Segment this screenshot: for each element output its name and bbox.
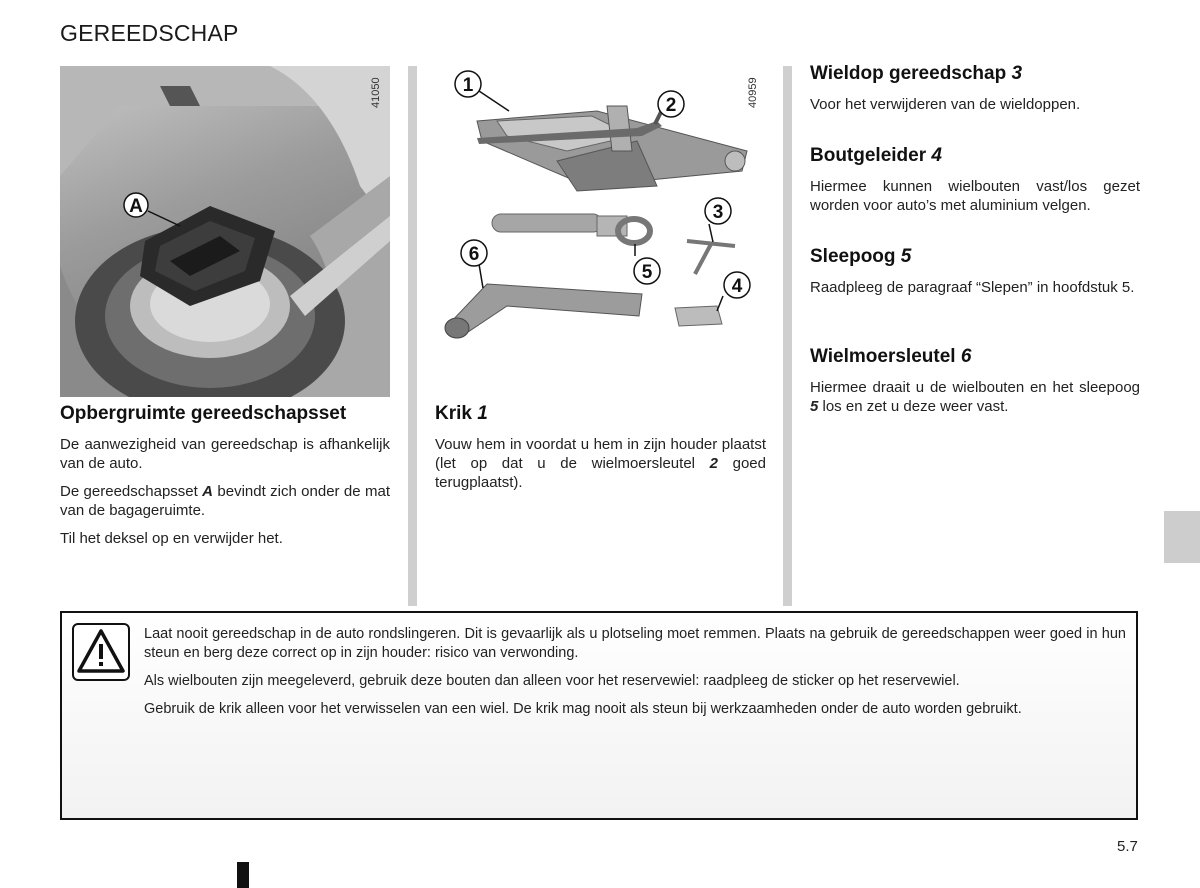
trunk-photo xyxy=(60,66,390,397)
trunk-photo-drawing xyxy=(60,66,390,397)
paragraph: De gereedschapsset A bevindt zich onder de mat van de bagageruimte. xyxy=(60,483,390,519)
paragraph: Raadpleeg de paragraaf “Slepen” in hoofdstuk 5. xyxy=(810,279,1135,296)
callout-4: 4 xyxy=(731,276,743,297)
section-krik xyxy=(435,403,766,501)
section-title: Sleepoog 5 xyxy=(810,246,912,267)
paragraph: Hiermee draait u de wielbouten en het sleepoog 5 los en zet u deze weer vast. xyxy=(810,379,1140,415)
warning-paragraph: Laat nooit gereedschap in de auto rondslingeren. Dit is gevaarlijk als u plotseling moet remmen. Plaats na gebruik de gereedschappen weer goed in hun steun en berg deze correct op in zijn houder: risico van verwonding. xyxy=(144,626,1126,661)
paragraph: Voor het verwijderen van de wieldoppen. xyxy=(810,96,1081,113)
section-wielmoersleutel xyxy=(810,346,1140,425)
figure-code: 40959 xyxy=(747,77,759,108)
reference-5: 5 xyxy=(810,398,819,415)
section-title: Wieldop gereedschap 3 xyxy=(810,63,1023,84)
section-sleepoog xyxy=(810,246,1140,306)
section-boutgeleider xyxy=(810,145,1140,224)
section-title: Opbergruimte gereedschapsset xyxy=(60,403,347,424)
callout-5: 5 xyxy=(641,262,653,283)
reference-A: A xyxy=(202,483,214,500)
tools-drawing xyxy=(417,66,782,397)
callout-6: 6 xyxy=(468,244,480,265)
callout-A: A xyxy=(129,196,143,217)
section-opbergruimte xyxy=(60,403,390,557)
section-wieldop xyxy=(810,63,1140,123)
page-title: GEREEDSCHAP xyxy=(60,20,239,46)
warning-paragraph: Gebruik de krik alleen voor het verwisselen van een wiel. De krik mag nooit als steun bij werkzaamheden onder de auto worden gebruikt. xyxy=(144,701,1022,717)
paragraph: De aanwezigheid van gereedschap is afhankelijk van de auto. xyxy=(60,436,390,472)
paragraph: Til het deksel op en verwijder het. xyxy=(60,530,283,547)
section-title: Krik 1 xyxy=(435,403,488,424)
reference-2: 2 xyxy=(709,455,718,472)
callout-3: 3 xyxy=(712,202,724,223)
page-number: 5.7 xyxy=(1117,838,1138,855)
figure-code: 41050 xyxy=(370,77,382,108)
crop-mark xyxy=(237,862,249,888)
section-title: Wielmoersleutel 6 xyxy=(810,346,972,367)
section-title: Boutgeleider 4 xyxy=(810,145,942,166)
chapter-tab xyxy=(1164,511,1200,563)
column-separator xyxy=(783,66,792,606)
paragraph: Vouw hem in voordat u hem in zijn houder plaatst (let op dat u de wielmoersleutel 2 goed terugplaatst). xyxy=(435,436,766,491)
warning-text xyxy=(74,625,1126,728)
warning-box xyxy=(60,611,1138,820)
warning-paragraph: Als wielbouten zijn meegeleverd, gebruik deze bouten dan alleen voor het reservewiel: raadpleeg de sticker op het reservewiel. xyxy=(144,673,960,689)
callout-2: 2 xyxy=(665,95,677,116)
paragraph: Hiermee kunnen wielbouten vast/los gezet worden voor auto’s met aluminium velgen. xyxy=(810,178,1140,214)
callout-1: 1 xyxy=(462,75,474,96)
tools-illustration xyxy=(417,66,782,397)
column-separator xyxy=(408,66,417,606)
